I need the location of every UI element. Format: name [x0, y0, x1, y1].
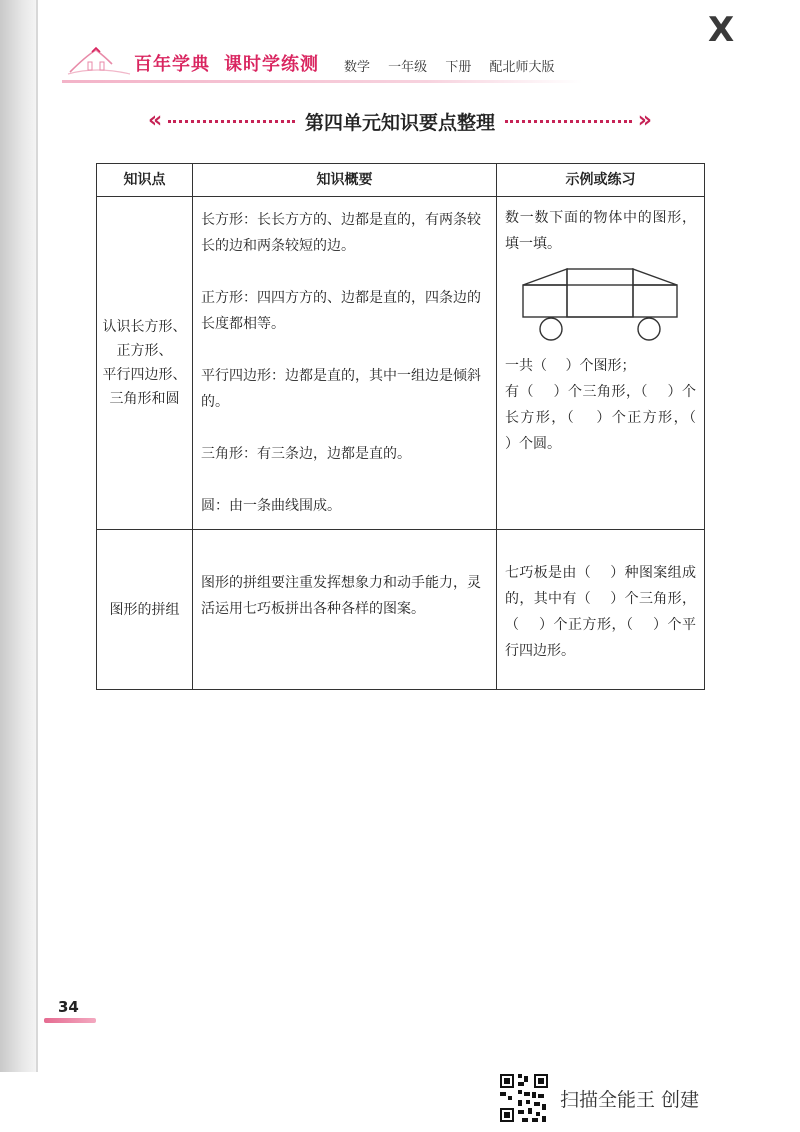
volume-label: 下册 [445, 60, 472, 75]
example-total-line: 一共（ ）个图形； [505, 358, 636, 374]
table-row [97, 197, 705, 530]
overview-cell [193, 530, 497, 690]
example-intro: 数一数下面的物体中的图形，填一填。 [505, 210, 696, 252]
brand-title [134, 50, 319, 76]
header-divider [62, 80, 582, 83]
header-example: 示例或练习 [497, 164, 705, 197]
grade-label: 一年级 [388, 60, 428, 75]
book-info [344, 56, 568, 75]
brand-name: 百年学典 [134, 54, 210, 75]
overview-cell [193, 197, 497, 530]
car-shapes-illustration [505, 263, 695, 345]
double-chevron-right-icon: » [637, 108, 653, 133]
right-wheel-circle [638, 318, 660, 340]
car-figure [505, 263, 696, 345]
series-name: 课时学练测 [224, 54, 319, 75]
page-number-accent [44, 1018, 96, 1023]
cabin-square [567, 269, 633, 317]
topic-cell [97, 530, 193, 690]
topic-line: 认识长方形、 [102, 319, 187, 335]
page-number: 34 [58, 998, 79, 1016]
topic-line: 平行四边形、 [102, 367, 187, 383]
page-binding-shadow [0, 0, 36, 1072]
overview-triangle: 三角形：有三条边，边都是直的。 [201, 446, 411, 462]
overview-tangram: 图形的拼组要注重发挥想象力和动手能力，灵活运用七巧板拼出各种各样的图案。 [201, 575, 481, 617]
topic-cell [97, 197, 193, 530]
overview-rectangle: 长方形：长长方方的、边都是直的，有两条较长的边和两条较短的边。 [201, 212, 481, 254]
section-title: 第四单元知识要点整理 [305, 111, 496, 134]
table-header-row [97, 164, 705, 197]
overview-parallelogram: 平行四边形：边都是直的，其中一组边是倾斜的。 [201, 368, 481, 410]
overview-circle: 圆：由一条曲线围成。 [201, 498, 341, 514]
edition-label: 配北师大版 [489, 60, 555, 75]
car-body-rectangle [523, 285, 677, 317]
scanner-watermark-text: 扫描全能王 创建 [560, 1089, 700, 1111]
left-wheel-circle [540, 318, 562, 340]
left-window-triangle [523, 269, 567, 285]
page-edge [36, 0, 38, 1072]
knowledge-table [96, 163, 715, 690]
header-knowledge-point: 知识点 [97, 164, 193, 197]
example-cell [497, 197, 715, 530]
close-icon[interactable]: X [708, 10, 735, 50]
dotted-rule-right [505, 120, 632, 123]
section-heading [148, 106, 652, 136]
example-cell [497, 530, 705, 690]
overview-square: 正方形：四四方方的、边都是直的，四条边的长度都相等。 [201, 290, 481, 332]
qr-code-icon [498, 1072, 550, 1124]
topic-line: 三角形和圆 [109, 391, 180, 407]
book-header [62, 46, 582, 82]
subject-label: 数学 [344, 60, 371, 75]
right-window-triangle [633, 269, 677, 285]
topic-line: 正方形、 [116, 343, 173, 359]
example-tangram-line: 七巧板是由（ ）种图案组成的，其中有（ ）个三角形，（ ）个正方形，（ ）个平行四边形。 [505, 565, 696, 659]
example-count-line: 有（ ）个三角形，（ ）个长方形，（ ）个正方形，（ ）个圆。 [505, 384, 715, 452]
header-overview: 知识概要 [193, 164, 497, 197]
table-row [97, 530, 705, 690]
topic-line: 图形的拼组 [109, 601, 180, 618]
house-logo-icon [66, 46, 132, 78]
double-chevron-left-icon: « [148, 108, 163, 133]
dotted-rule-left [168, 120, 295, 123]
